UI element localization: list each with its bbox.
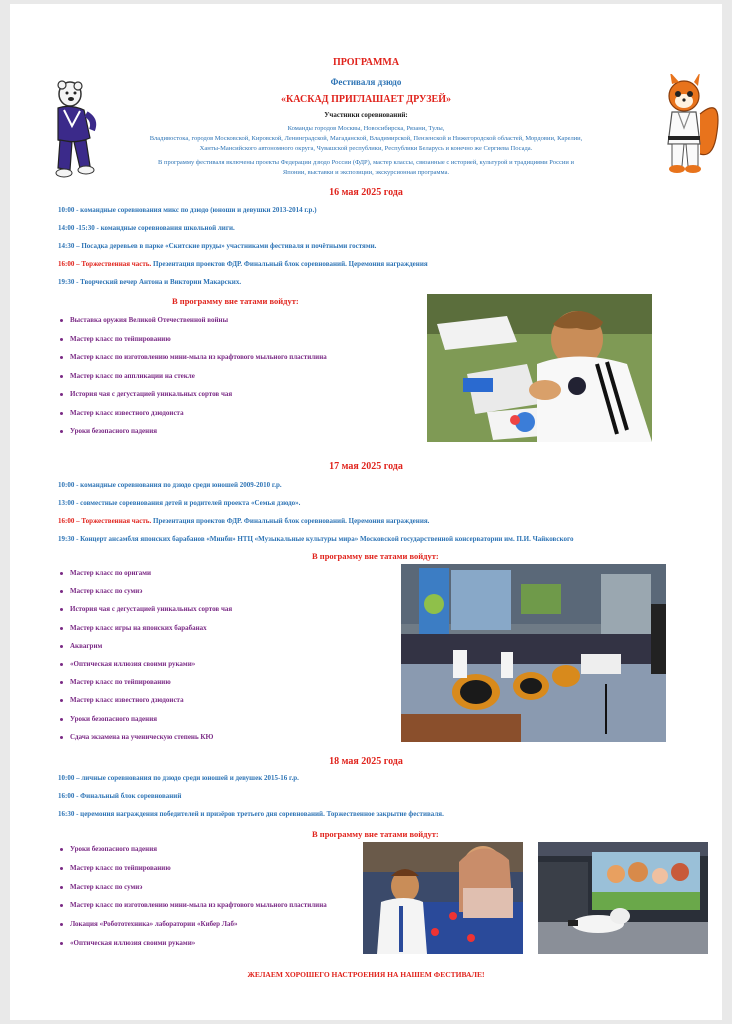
day3-schedule-item: 10:00 – личные соревнования по дзюдо среди юношей и девушек 2015-16 г.р. <box>58 774 299 782</box>
list-item: Выставка оружия Великой Отечественной войны <box>58 317 327 324</box>
list-item: Уроки безопасного падения <box>58 846 327 853</box>
day1-schedule-item: 19:30 - Творческий вечер Антона и Виктории Макарских. <box>58 278 242 286</box>
day2-schedule-item: 19:30 - Концерт ансамбля японских барабанов «Минби» НТЦ «Музыкальные культуры мира» Московской государственной консерватории им. П.И. Чайковского <box>58 535 574 543</box>
day2-schedule-item: 16:00 – Торжественная часть. Презентация проектов ФДР. Финальный блок соревнований. Церемония награждения. <box>58 517 430 525</box>
day3-schedule-item: 16:00 - Финальный блок соревнований <box>58 792 182 800</box>
drum-concert-photo <box>401 564 666 742</box>
list-item: Мастер класс по сумиэ <box>58 588 232 595</box>
list-item: Мастер класс по оригами <box>58 570 232 577</box>
list-item: Локация «Робототехника» лаборатории «Кибер Лаб» <box>58 921 327 928</box>
day2-extras-list <box>58 570 232 741</box>
program-title: ПРОГРАММА <box>332 57 400 68</box>
participants-line: Ханты-Мансийского автономного округа, Чувашской республики, Республики Беларусь и конечно же Сергиева Посада. <box>199 145 533 152</box>
day2-date: 17 мая 2025 года <box>329 461 403 472</box>
list-item: Мастер класс по изготовлению мини-мыла из крафтового мыльного пластилина <box>58 354 327 361</box>
judo-screen-photo <box>538 842 708 954</box>
day2-schedule-item: 10:00 - командные соревнования по дзюдо среди юношей 2009-2010 г.р. <box>58 481 282 489</box>
day2-extras-heading: В программу вне татами войдут: <box>312 551 439 561</box>
list-item: Уроки безопасного падения <box>58 716 232 723</box>
participants-line: Команды городов Москвы, Новосибирска, Рязани, Тулы, <box>287 125 445 132</box>
list-item: Мастер класс известного дзюдоиста <box>58 697 232 704</box>
list-item: Мастер класс игры на японских барабанах <box>58 625 232 632</box>
program-page <box>10 4 722 1020</box>
day1-schedule-item: 16:00 – Торжественная часть. Презентация проектов ФДР. Финальный блок соревнований. Церемония награждения <box>58 260 428 268</box>
child-drawing-photo <box>427 294 652 442</box>
festival-name: «КАСКАД ПРИГЛАШАЕТ ДРУЗЕЙ» <box>281 94 451 105</box>
list-item: Мастер класс по тейпированию <box>58 865 327 872</box>
list-item: Мастер класс по аппликации на стекле <box>58 373 327 380</box>
day1-date: 16 мая 2025 года <box>329 187 403 198</box>
day3-schedule-item: 16:30 - церемония награждения победителей и призёров третьего дня соревнований. Торжественное закрытие фестиваля. <box>58 810 444 818</box>
day1-schedule-item: 10:00 - командные соревнования микс по дзюдо (юноши и девушки 2013-2014 г.р.) <box>58 206 317 214</box>
participants-heading: Участники соревнований: <box>324 111 408 119</box>
list-item: Уроки безопасного падения <box>58 428 327 435</box>
list-item: Мастер класс по изготовлению мини-мыла из крафтового мыльного пластилина <box>58 902 327 909</box>
day3-extras-heading: В программу вне татами войдут: <box>312 829 439 839</box>
list-item: Мастер класс по тейпированию <box>58 679 232 686</box>
list-item: Сдача экзамена на ученическую степень КЮ <box>58 734 232 741</box>
child-workshop-photo <box>363 842 523 954</box>
list-item: История чая с дегустацией уникальных сортов чая <box>58 606 232 613</box>
intro-line: Японии, выставки и экспозиции, экскурсионная программа. <box>282 169 450 176</box>
day1-schedule-item: 14:00 -15:30 - командные соревнования школьной лиги. <box>58 224 235 232</box>
list-item: Аквагрим <box>58 643 232 650</box>
day3-extras-list <box>58 846 327 947</box>
list-item: Мастер класс по сумиэ <box>58 884 327 891</box>
day3-date: 18 мая 2025 года <box>329 756 403 767</box>
day1-extras-list <box>58 317 327 435</box>
list-item: «Оптическая иллюзия своими руками» <box>58 940 327 947</box>
day1-extras-heading: В программу вне татами войдут: <box>172 296 299 306</box>
list-item: История чая с дегустацией уникальных сортов чая <box>58 391 327 398</box>
list-item: «Оптическая иллюзия своими руками» <box>58 661 232 668</box>
festival-subtitle: Фестиваля дзюдо <box>330 77 402 87</box>
intro-line: В программу фестиваля включены проекты Федерации дзюдо России (ФДР), мастер классы, связанные с историей, культурой и традициями России и <box>158 159 574 166</box>
list-item: Мастер класс известного дзюдоиста <box>58 410 327 417</box>
day1-schedule-item: 14:30 – Посадка деревьев в парке «Скитские пруды» участниками фестиваля и почётными гостями. <box>58 242 377 250</box>
list-item: Мастер класс по тейпированию <box>58 336 327 343</box>
participants-line: Владивостока, городов Московской, Кировской, Ленинградской, Магаданской, Владимирской, Пензенской и Нижегородской областей, Мордовии, Карелии, <box>149 135 583 142</box>
day2-schedule-item: 13:00 - совместные соревнования детей и родителей проекта «Семья дзюдо». <box>58 499 301 507</box>
footer-wish: ЖЕЛАЕМ ХОРОШЕГО НАСТРОЕНИЯ НА НАШЕМ ФЕСТИВАЛЕ! <box>247 970 485 979</box>
